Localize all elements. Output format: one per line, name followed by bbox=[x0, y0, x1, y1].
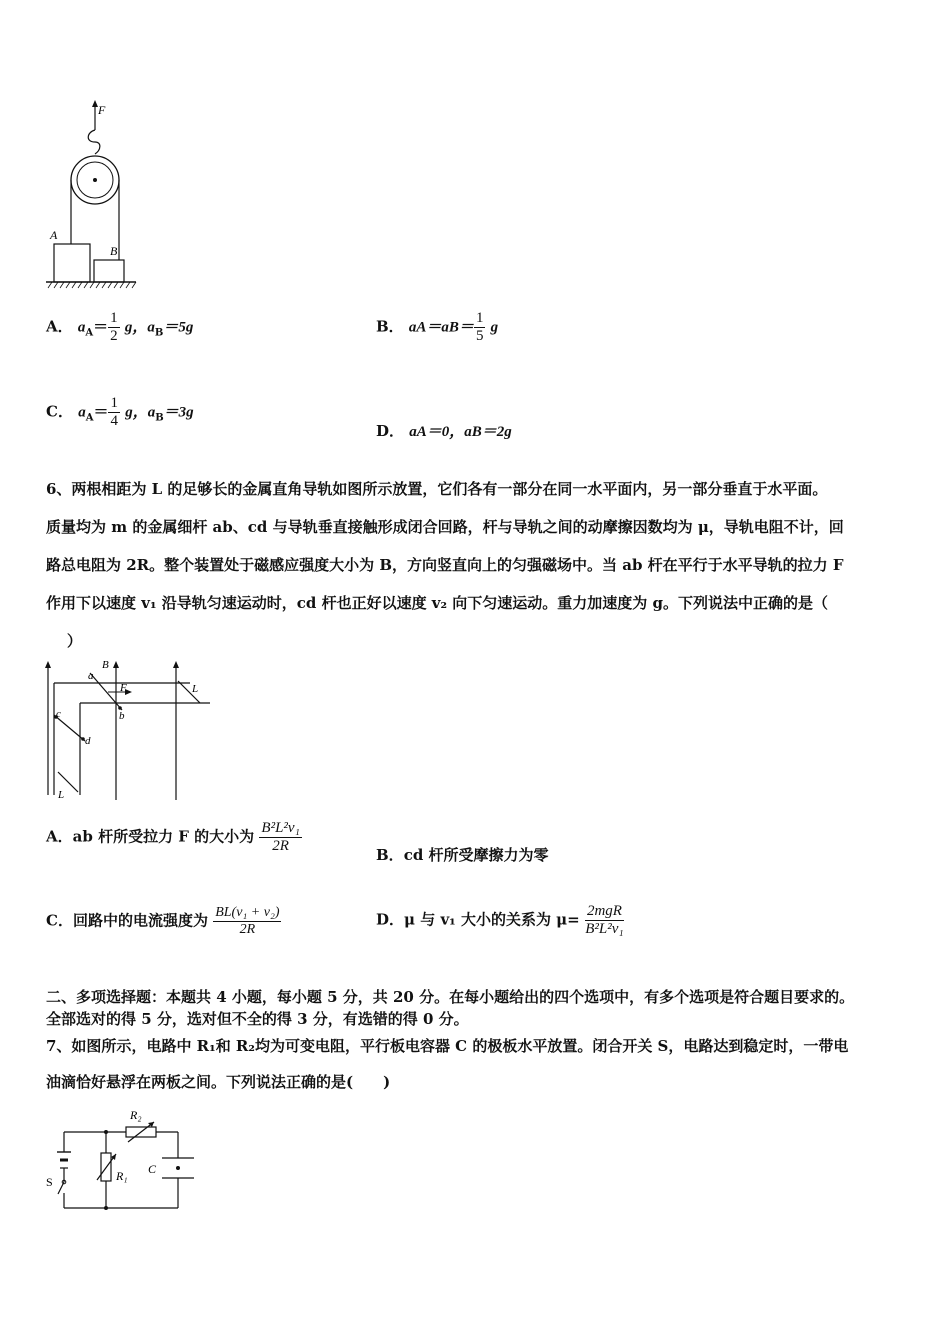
pulley-figure bbox=[40, 98, 150, 298]
q7-stem: 7、如图所示，电路中 R₁和 R₂均为可变电阻，平行板电容器 C 的极板水平放置。闭合开关 S，电路达到稳定时，一带电 油滴恰好悬浮在两板之间。下列说法正确的是( ) bbox=[46, 1037, 849, 1091]
r1-label: R₁ bbox=[116, 1169, 128, 1183]
fraction: $\frac{1}{4}$ bbox=[110, 395, 118, 429]
block-b-label: B bbox=[110, 244, 118, 258]
section-2-header: 二、多项选择题：本题共 4 小题，每小题 5 分，共 20 分。在每小题给出的四个选项中，有多个选项是符合题目要求的。 全部选对的得 5 分，选对但不全的得 3 分，有选错的得 0 分。 bbox=[46, 988, 855, 1028]
force-f-label: F bbox=[120, 682, 127, 694]
length-l-bottom-label: L bbox=[58, 789, 65, 801]
force-label: F bbox=[98, 103, 106, 117]
q5-option-d[interactable]: D． aA＝0，aB＝2g bbox=[376, 422, 512, 440]
rod-b-label: b bbox=[119, 710, 125, 722]
rod-c-label: c bbox=[56, 708, 61, 720]
q5-option-c[interactable]: C． $a_A=$ $\frac{1}{4}$ g，$a_B=3g$ bbox=[46, 395, 194, 429]
r2-label: R₂ bbox=[130, 1108, 142, 1122]
q6-option-d[interactable]: D．μ 与 v₁ 大小的关系为 μ= $\frac{\text{2mgR}}{\text{B²L²v₁}}$ bbox=[376, 903, 624, 937]
rod-a-label: a bbox=[88, 670, 94, 682]
block-a-label: A bbox=[50, 228, 58, 242]
circuit-figure bbox=[40, 1100, 205, 1220]
fraction: $\frac{\text{B²L²v₁}}{2R}$ bbox=[261, 820, 300, 854]
fraction: $\frac{\text{BL(v₁ + v₂)}}{2R}$ bbox=[215, 905, 280, 937]
q5-option-a[interactable]: A． $a_A=$ $\frac{1}{2}$ g，$a_B=5g$ bbox=[46, 310, 194, 344]
q6-stem: 6、两根相距为 L 的足够长的金属直角导轨如图所示放置，它们各有一部分在同一水平面内，另一部分垂直于水平面。 质量均为 m 的金属细杆 ab、cd 与导轨垂直接触形成闭合回路，杆与导轨之间的动摩擦因数均为 μ，导轨电阻不计，回 路总电阻为 2R。整个装置处于磁感应强度大小为 B，方向竖直向上的匀强磁场中。当 ab 杆在平行于水平导轨的拉力 F 作用下以速度 v₁ 沿导轨匀速运动时，cd 杆也正好以速度 v₂ 向下匀速运动。重力加速度为 g。下列说法中正确的是（ ） bbox=[46, 480, 844, 650]
fraction: $\frac{\text{2mgR}}{\text{B²L²v₁}}$ bbox=[585, 903, 624, 937]
q5-option-b[interactable]: B． aA＝aB＝ $\frac{1}{5}$ g bbox=[376, 310, 499, 344]
rod-d-label: d bbox=[85, 735, 91, 747]
q6-option-c[interactable]: C．回路中的电流强度为 $\frac{\text{BL(v₁ + v₂)}}{2R}$ bbox=[46, 905, 280, 937]
b-field-label: B bbox=[102, 659, 109, 671]
capacitor-label: C bbox=[148, 1162, 157, 1176]
q6-option-b[interactable]: B．cd 杆所受摩擦力为零 bbox=[376, 846, 549, 864]
q6-option-a[interactable]: A．ab 杆所受拉力 F 的大小为 $\frac{\text{B²L²v₁}}{2R}$ bbox=[46, 820, 300, 854]
fraction: $\frac{1}{5}$ bbox=[475, 310, 484, 344]
switch-label: S bbox=[46, 1175, 53, 1189]
fraction: $\frac{1}{2}$ bbox=[110, 310, 118, 344]
rails-figure bbox=[40, 655, 220, 805]
length-l-right-label: L bbox=[192, 683, 199, 695]
